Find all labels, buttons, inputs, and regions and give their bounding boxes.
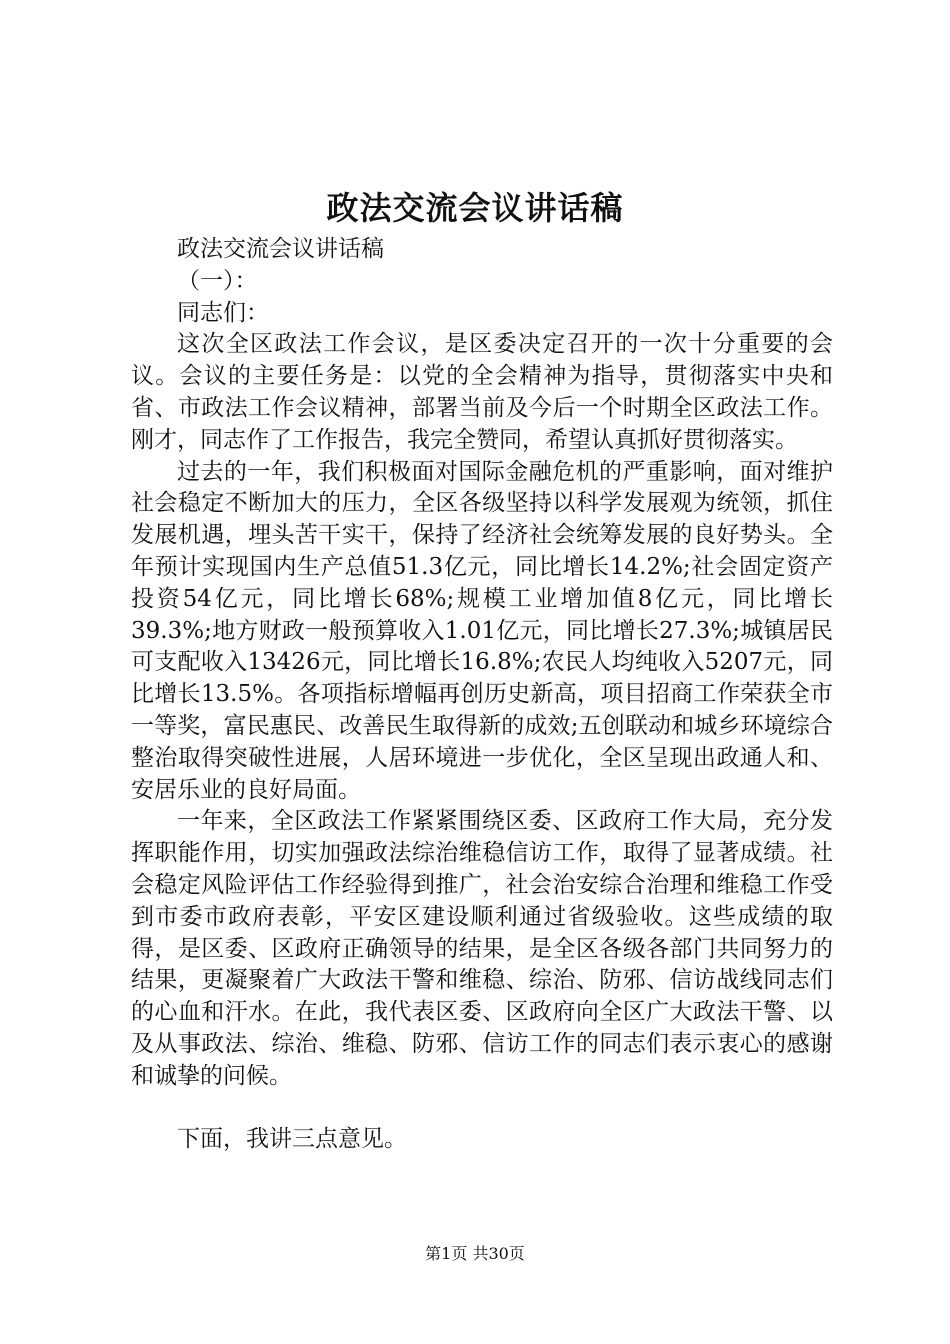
section-marker: （一）： bbox=[177, 267, 258, 294]
paragraph-closing: 下面，我讲三点意见。 bbox=[177, 1126, 407, 1153]
document-subtitle: 政法交流会议讲话稿 bbox=[177, 236, 384, 262]
paragraph-achievements: 过去的一年，我们积极面对国际金融危机的严重影响，面对维护社会稳定不断加大的压力，全区各级坚持以科学发展观为统领，抓住发展机遇，埋头苦干实干，保持了经济社会统筹发展的良好势头。全年预计实现国内生产总值51.3亿元，同比增长14.2%;社会固定资产投资54亿元，同比增长68%;规模工业增加值8亿元，同比增长39.3%;地方财政一般预算收入1.01亿元，同比增长27.3%;城镇居民可支配收入13426元，同比增长16.8%;农民人均纯收入5207元，同比增长13.5%。各项指标增幅再创历史新高，项目招商工作荣获全市一等奖，富民惠民、改善民生取得新的成效;五创联动和城乡环境综合整治取得突破性进展，人居环境进一步优化，全区呈现出政通人和、安居乐业的良好局面。 bbox=[131, 458, 833, 803]
salutation: 同志们： bbox=[177, 299, 269, 326]
page-number: 第1页 共30页 bbox=[425, 1244, 525, 1263]
paragraph-work-review: 一年来，全区政法工作紧紧围绕区委、区政府工作大局，充分发挥职能作用，切实加强政法综治维稳信访工作，取得了显著成绩。社会稳定风险评估工作经验得到推广，社会治安综合治理和维稳工作受到市委市政府表彰，平安区建设顺利通过省级验收。这些成绩的取得，是区委、区政府正确领导的结果，是全区各级各部门共同努力的结果，更凝聚着广大政法干警和维稳、综治、防邪、信访战线同志们的心血和汗水。在此，我代表区委、区政府向全区广大政法干警、以及从事政法、综治、维稳、防邪、信访工作的同志们表示衷心的感谢和诚挚的问候。 bbox=[131, 808, 833, 1089]
document-body bbox=[131, 234, 833, 1156]
paragraph-opening: 这次全区政法工作会议，是区委决定召开的一次十分重要的会议。会议的主要任务是：以党的全会精神为指导，贯彻落实中央和省、市政法工作会议精神，部署当前及今后一个时期全区政法工作。刚才，同志作了工作报告，我完全赞同，希望认真抓好贯彻落实。 bbox=[131, 331, 833, 453]
document-title: 政法交流会议讲话稿 bbox=[326, 189, 624, 227]
